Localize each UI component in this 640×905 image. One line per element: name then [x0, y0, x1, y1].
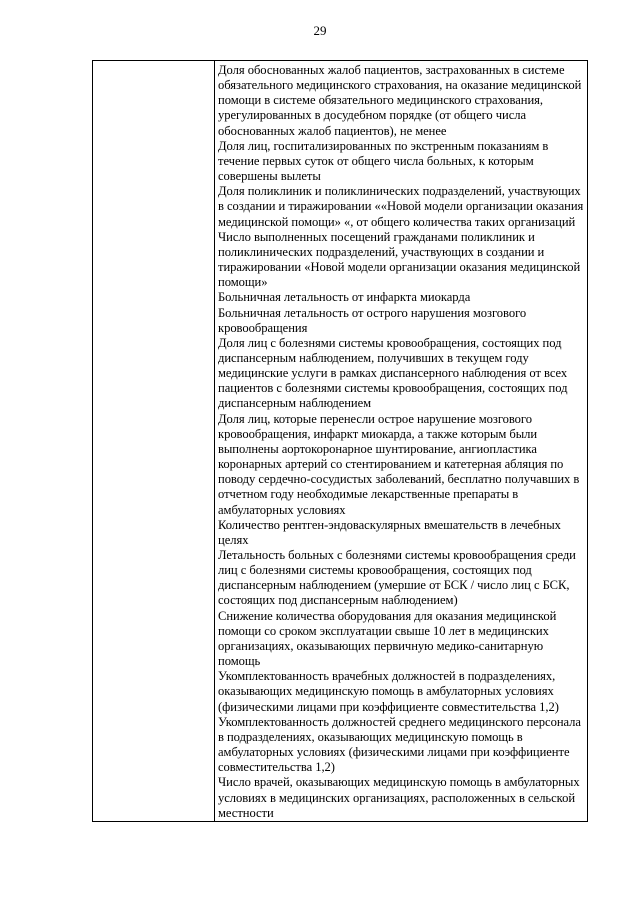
indicator-text: Больничная летальность от инфаркта миокарда [218, 290, 471, 305]
indicator-text: Летальность больных с болезнями системы кровообращения среди лиц с болезнями системы кровообращения, состоящих под диспансерным наблюдением (умершие от БСК / число лиц с БСК, состоящих под диспансерным наблюдением) [218, 548, 576, 608]
indicator-text: Число выполненных посещений гражданами поликлиник и поликлинических подразделений, участвующих в создании и тиражировании «Новой модели организации оказания медицинской помощи» [218, 229, 581, 290]
indicator-text: Укомплектованность должностей среднего медицинского персонала в подразделениях, оказывающих медицинскую помощь в амбулаторных условиях (физическими лицами при коэффициенте совместительства 1,2) [218, 714, 581, 775]
table-cell-left [93, 61, 215, 822]
indicator-text: Больничная летальность от острого нарушения мозгового кровообращения [218, 305, 527, 335]
indicator-text: Снижение количества оборудования для оказания медицинской помощи со сроком эксплуатации свыше 10 лет в медицинских организациях, оказывающих первичную медико-санитарную помощь [218, 608, 557, 669]
table-row [93, 61, 588, 822]
indicator-text: Число врачей, оказывающих медицинскую помощь в амбулаторных условиях в медицинских организациях, расположенных в сельской местности [218, 775, 580, 820]
indicator-text: Доля лиц с болезнями системы кровообращения, состоящих под диспансерным наблюдением, получивших в текущем году медицинские услуги в рамках диспансерного наблюдения от всех пациентов с болезнями системы кровообращения, состоящих под диспансерным наблюдением [218, 335, 568, 411]
indicator-text: Доля поликлиник и поликлинических подразделений, участвующих в создании и тиражировании ««Новой модели организации оказания медицинской помощи» «, от общего количества таких организаций [218, 184, 584, 229]
indicator-text: Доля лиц, которые перенесли острое нарушение мозгового кровообращения, инфаркт миокарда, а также которым были выполнены аортокоронарное шунтирование, ангиопластика коронарных артерий со стентированием и катетерная абляция по поводу сердечно-сосудистых заболеваний, бесплатно получавших в отчетном году необходимые лекарственные препараты в амбулаторных условиях [218, 411, 580, 517]
indicator-text: Количество рентген-эндоваскулярных вмешательств в лечебных целях [218, 517, 561, 547]
indicator-text: Доля лиц, госпитализированных по экстренным показаниям в течение первых суток от общего числа больных, к которым совершены вылеты [218, 138, 549, 184]
indicators-table [92, 60, 588, 822]
page-number: 29 [313, 23, 327, 38]
indicator-text: Укомплектованность врачебных должностей в подразделениях, оказывающих медицинскую помощь в амбулаторных условиях (физическими лицами при коэффициенте совместительства 1,2) [218, 669, 559, 714]
indicator-text: Доля обоснованных жалоб пациентов, застрахованных в системе обязательного медицинского страхования, на оказание медицинской помощи в системе обязательного медицинского страхования, урегулированных в досудебном порядке (от общего числа обоснованных жалоб пациентов), не менее [218, 63, 582, 138]
table-cell-right [215, 61, 588, 822]
